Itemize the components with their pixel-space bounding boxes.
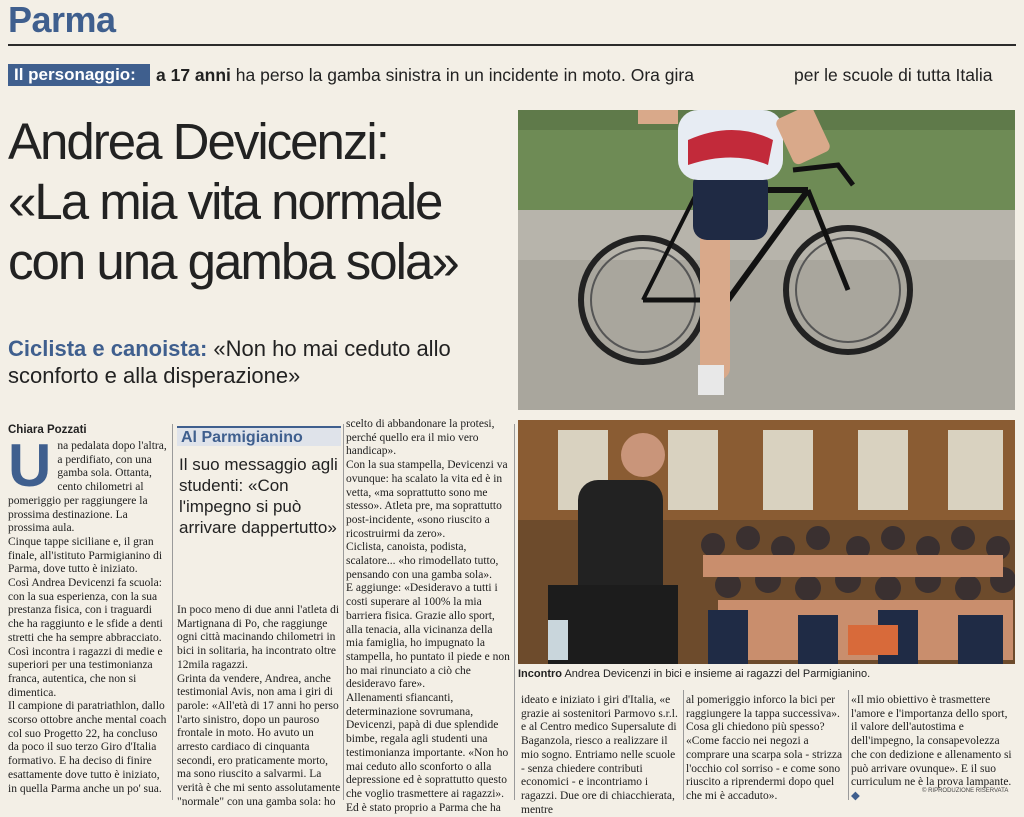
end-mark-icon: ◆ (851, 789, 860, 802)
photo-classroom (518, 420, 1015, 664)
deck-text: «Non ho mai ceduto allo sconforto e alla disperazione» (8, 336, 451, 388)
paragraph: Allenamenti sfiancanti, determinazione sovrumana, Devicenzi, papà di due splendide bimbe, regala agli studenti una testimonianza importante. «Non ho mai ceduto allo sconforto o alla depressione ed è soprattutto questo che voglio trasmettere ai ragazzi». Ed è stato proprio a Parma che ha (346, 692, 509, 814)
column-divider (172, 424, 173, 800)
section-title: Parma (8, 0, 116, 40)
paragraph: Il campione di paratriathlon, dallo scorso ottobre anche mental coach col suo Progetto 22, ha concluso da poco il suo terzo Giro d'Italia formativo. E ha deciso di finire esattamente dove tutto è iniziato, in quella Parma anche un po' sua. (8, 700, 167, 795)
paragraph: al pomeriggio inforco la bici per raggiungere la tappa successiva». Cosa gli chiedono più spesso? «Come faccio nei negozi a comprare una scarpa sola - strizza l'occhio col sorriso - e come sono riuscito a riprendermi dopo quel che mi è accaduto». (686, 694, 843, 802)
photo-caption (518, 668, 1015, 680)
paragraph: E aggiunge: «Desideravo a tutti i costi superare al 100% la mia barriera fisica. Grazie allo sport, alla tenacia, alla vicinanza della mia famiglia, ho impugnato la stampella, ho puntato il piede e non ho mai rinunciato a ciò che desideravo fare». (346, 582, 510, 691)
headline-line-3: con una gamba sola» (8, 233, 458, 290)
paragraph: Così Andrea Devicenzi fa scuola: con la sua esperienza, con la sua prestanza fisica, con i traguardi che ha raggiunto e le sfide a denti stretti che ha sempre abbracciato. Così incontra i ragazzi di medie e superiori per una testimonianza franca, autentica, che non si dimentica. (8, 577, 163, 699)
kicker-rest: ha perso la gamba sinistra in un incidente in moto. Ora gira (230, 65, 694, 85)
drop-cap: U (8, 432, 52, 499)
headline (8, 112, 508, 292)
cyclist-image (518, 110, 1015, 410)
deck-lead: Ciclista e canoista: (8, 336, 208, 361)
column-divider (683, 690, 684, 800)
box-quote: Il suo messaggio agli studenti: «Con l'impegno si può arrivare dappertutto» (179, 455, 338, 537)
deck (8, 335, 508, 389)
section-rule (8, 44, 1016, 46)
byline: Chiara Pozzati (8, 424, 87, 436)
paragraph: Una pedalata dopo l'altra, a perdifiato, con una gamba sola. Ottanta, cento chilometri al pomeriggio per raggiungere la prossima destinazione. La prossima aula. (8, 432, 167, 535)
headline-line-1: Andrea Devicenzi: (8, 113, 388, 170)
paragraph: ideato e iniziato i giri d'Italia, «e grazie ai sostenitori Parmovo s.r.l. e al Centro medico Supersalute di Baganzola, riesco a realizzare il mio sogno. Entriamo nelle scuole - senza chiedere contributi economici - e incontriamo i ragazzi. Due ore di chiacchierata, mentre (521, 694, 678, 816)
body-column-1 (8, 432, 170, 796)
kicker-text (156, 64, 694, 86)
column-divider (848, 690, 849, 800)
body-column-5 (686, 694, 846, 804)
kicker-label: Il personaggio: (8, 64, 150, 86)
copyright: © RIPRODUZIONE RISERVATA (922, 788, 1009, 794)
body-column-4 (521, 694, 681, 817)
caption-label: Incontro (518, 668, 562, 680)
classroom-image (518, 420, 1015, 664)
paragraph: scelto di abbandonare la protesi, perché quello era il mio vero handicap». (346, 418, 495, 458)
photo-cyclist (518, 110, 1015, 410)
kicker-end: per le scuole di tutta Italia (794, 65, 993, 85)
paragraph: Cinque tappe siciliane e, il gran finale, all'istituto Parmigianino di Parma, dove tutto è iniziato. (8, 535, 163, 576)
paragraph: «Il mio obiettivo è trasmettere l'amore e l'importanza dello sport, il valore dell'autostima e dell'impegno, la consapevolezza che con dedizione e allenamento si può arrivare ovunque». E il suo curriculum ne è la prova lampante. ◆ (851, 694, 1012, 802)
box-title: Al Parmigianino (177, 426, 341, 446)
paragraph: Grinta da vendere, Andrea, anche testimonial Avis, non ama i giri di parole: «All'età di 17 anni ho perso l'arto sinistro, dopo un pauroso frontale in moto. Ho avuto un arresto cardiaco di cinquanta secondi, ero praticamente morto, ma sono riuscito a salvarmi. La verità è che mi sento assolutamente "normale" con una gamba sola: ho (177, 672, 341, 808)
body-column-2 (177, 604, 341, 810)
paragraph: In poco meno di due anni l'atleta di Martignana di Po, che raggiunge ogni città macinando chilometri in bici in solitaria, ha incontrato oltre 12mila ragazzi. (177, 604, 340, 671)
headline-line-2: «La mia vita normale (8, 173, 442, 230)
paragraph: Ciclista, canoista, podista, scalatore... «ho rimodellato tutto, pensando con una gamba sola». (346, 541, 499, 581)
body-column-3 (346, 418, 512, 815)
paragraph: Con la sua stampella, Devicenzi va ovunque: ha scalato la vita ed è in vetta, «ma soprattutto sono me stesso». Atleta pre, ma soprattutto post-incidente, «sono riuscito a ricostruirmi da zero». (346, 459, 508, 540)
column-divider (514, 424, 515, 800)
caption-text: Andrea Devicenzi in bici e insieme ai ragazzi del Parmigianino. (562, 668, 871, 680)
kicker-bold: a 17 anni (156, 65, 231, 85)
column-divider (343, 424, 344, 800)
